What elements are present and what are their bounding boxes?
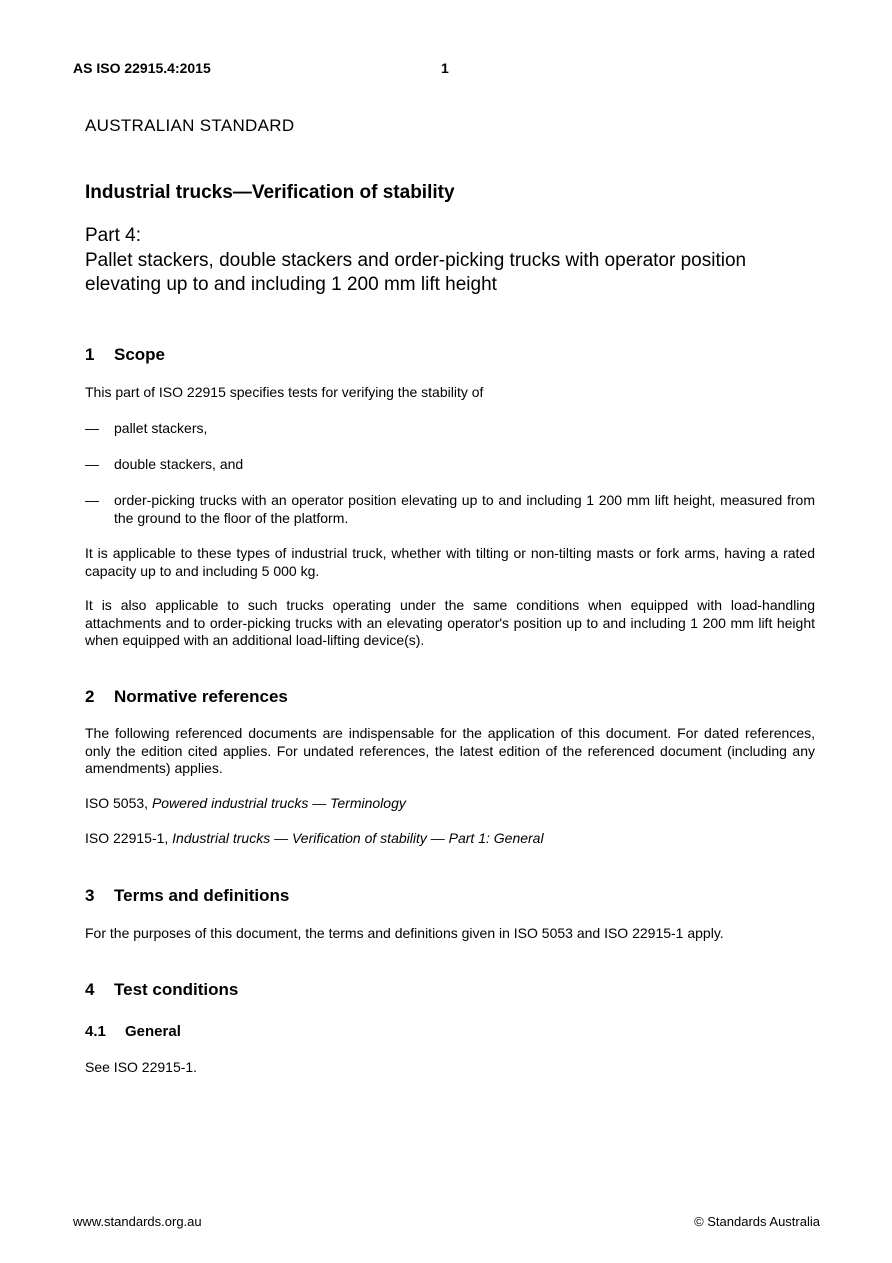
reference-entry (85, 795, 815, 813)
footer-copyright: © Standards Australia (694, 1214, 820, 1229)
part-subtitle: Pallet stackers, double stackers and order-picking trucks with operator position elevating up to and including 1 200 mm lift height (85, 249, 747, 295)
reference-entry (85, 830, 815, 848)
section-heading-scope (85, 345, 165, 365)
list-item-text: order-picking trucks with an operator position elevating up to and including 1 200 mm lift height, measured from the ground to the floor of the platform. (114, 492, 815, 526)
reference-code: ISO 5053, (85, 795, 152, 811)
header-page-number: 1 (441, 60, 449, 76)
list-item (85, 456, 815, 474)
section-title: Terms and definitions (114, 886, 290, 905)
section-number: 4 (85, 980, 95, 999)
list-item-text: pallet stackers, (114, 420, 208, 436)
part-label: Part 4: (85, 225, 141, 246)
section-heading-terms (85, 886, 289, 906)
subsection-heading-general (85, 1023, 181, 1040)
normative-intro: The following referenced documents are indispensable for the application of this document. For dated references, only the edition cited applies. For undated references, the latest edition of the referenced document (including any amendments) applies. (85, 725, 815, 776)
document-title: Industrial trucks—Verification of stability (85, 182, 455, 203)
section-heading-test-conditions (85, 980, 238, 1000)
subsection-number: 4.1 (85, 1023, 106, 1040)
scope-paragraph: It is applicable to these types of industrial truck, whether with tilting or non-tilting masts or fork arms, having a rated capacity up to and including 5 000 kg. (85, 545, 815, 579)
section-number: 3 (85, 886, 95, 905)
dash-bullet: — (85, 456, 99, 472)
terms-text: For the purposes of this document, the terms and definitions given in ISO 5053 and ISO 22915-1 apply. (85, 925, 724, 941)
section-heading-normative-references (85, 687, 288, 707)
dash-bullet: — (85, 420, 99, 436)
section-title: Scope (114, 345, 166, 364)
list-item (85, 492, 815, 527)
section-number: 1 (85, 345, 95, 364)
list-item (85, 420, 815, 438)
part-block (85, 224, 815, 298)
footer-website: www.standards.org.au (73, 1214, 202, 1229)
reference-title: Powered industrial trucks — Terminology (151, 795, 406, 811)
section-number: 2 (85, 687, 95, 706)
section-title: Normative references (114, 687, 288, 706)
subsection-title: General (125, 1023, 181, 1040)
scope-intro: This part of ISO 22915 specifies tests for verifying the stability of (85, 384, 484, 400)
reference-code: ISO 22915-1, (85, 830, 173, 846)
dash-bullet: — (85, 492, 99, 508)
header-document-id: AS ISO 22915.4:2015 (73, 60, 211, 76)
general-text: See ISO 22915-1. (85, 1059, 198, 1075)
reference-title: Industrial trucks — Verification of stability — Part 1: General (172, 830, 544, 846)
standard-type: AUSTRALIAN STANDARD (85, 116, 295, 135)
list-item-text: double stackers, and (114, 456, 244, 472)
scope-paragraph: It is also applicable to such trucks operating under the same conditions when equipped with load-handling attachments and to order-picking trucks with an elevating operator's position up to and including 1 200 mm lift height when equipped with an additional load-lifting device(s). (85, 597, 815, 648)
section-title: Test conditions (114, 980, 239, 999)
